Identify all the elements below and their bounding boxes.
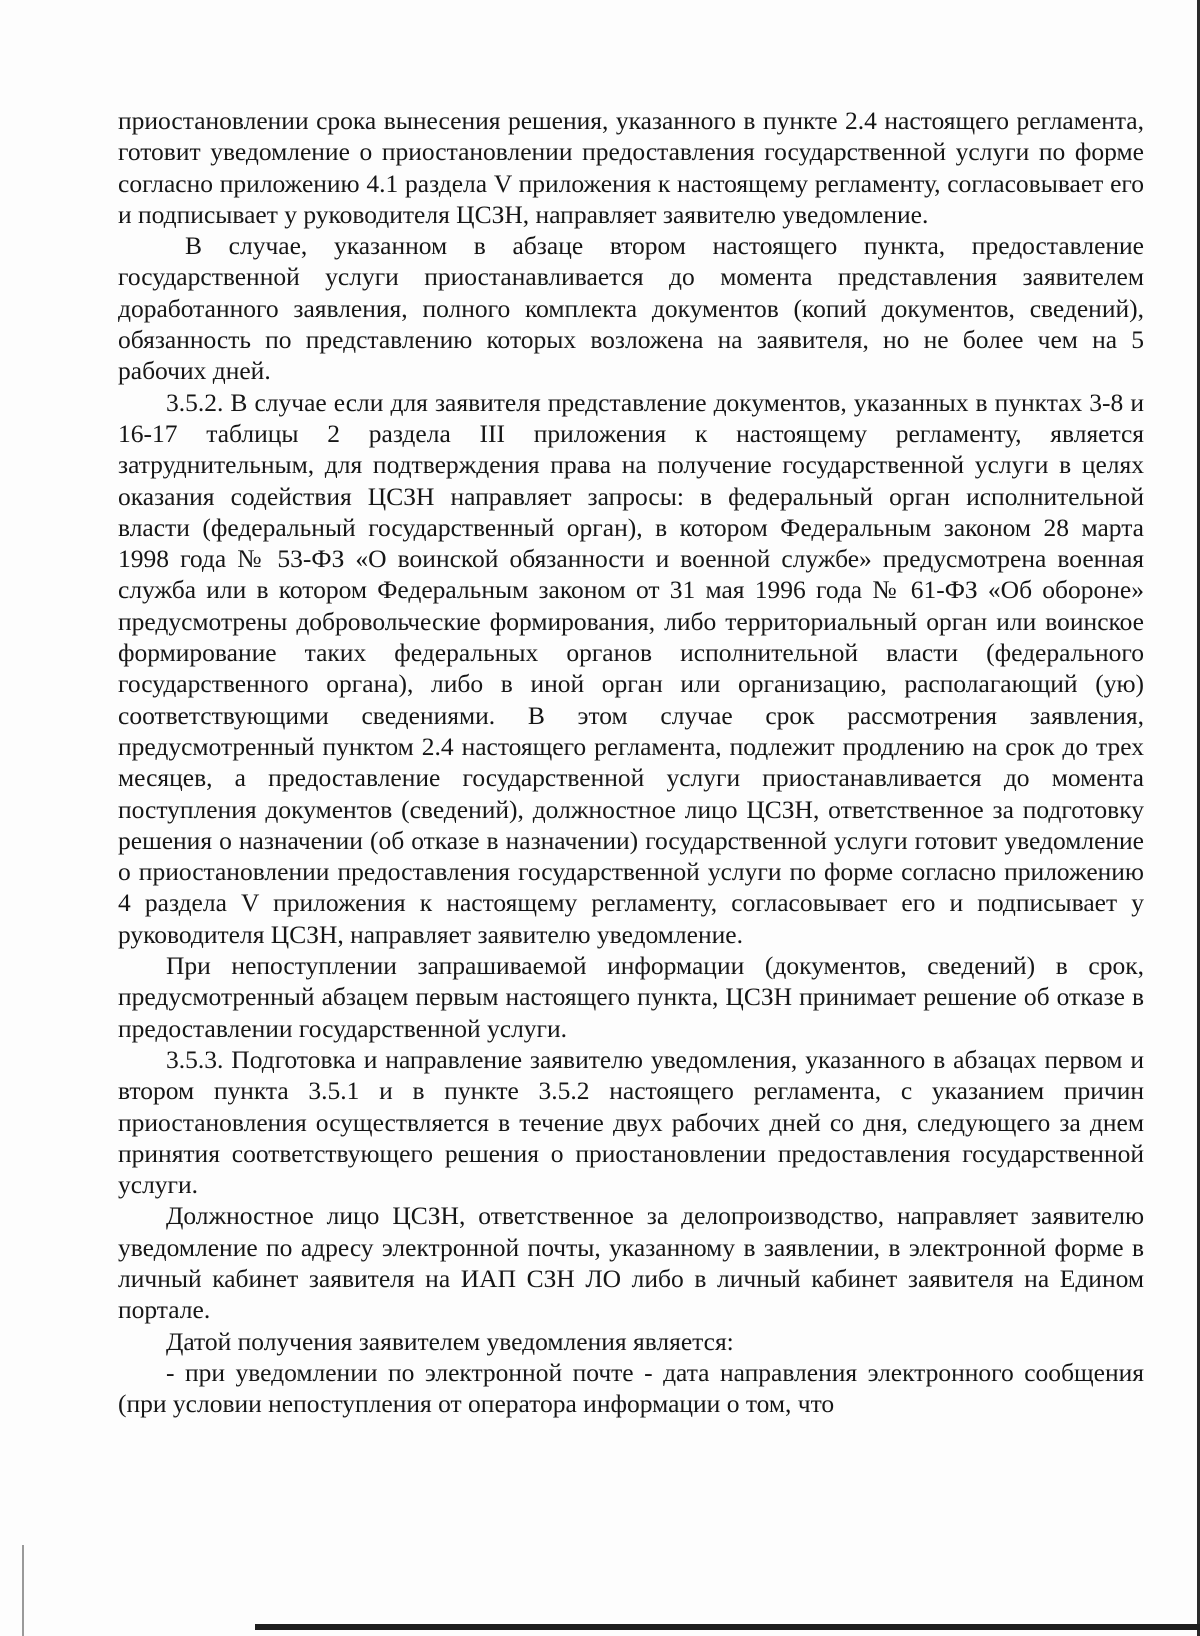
- scan-edge-left: [22, 1545, 24, 1636]
- paragraph-receipt-date: Датой получения заявителем уведомления является:: [166, 1326, 734, 1356]
- paragraph-continuation: приостановлении срока вынесения решения, указанного в пункте 2.4 настоящего регламента, готовит уведомление о приостановлении предоставления государственной услуги по форме согласно приложению 4.1 раздела V приложения к настоящему регламенту, согласовывает его и подписывает у руководителя ЦСЗН, направляет заявителю уведомление.: [118, 106, 1144, 229]
- paragraph-3-5-2: 3.5.2. В случае если для заявителя представление документов, указанных в пунктах 3-8 и 16-17 таблицы 2 раздела III приложения к настоящему регламенту, является затруднительным, для подтверждения права на получение государственной услуги в целях оказания содействия ЦСЗН направляет запросы: в федеральный орган исполнительной власти (федеральный государственный орган), в котором Федеральным законом 28 марта 1998 года № 53-ФЗ «О воинской обязанности и военной службе» предусмотрена военная служба или в котором Федеральным законом от 31 мая 1996 года № 61-ФЗ «Об обороне» предусмотрены добровольческие формирования, либо территориальный орган или воинское формирование таких федеральных органов исполнительной власти (федерального государственного органа), либо в иной орган или организацию, располагающий (ую) соответствующими сведениями. В этом случае срок рассмотрения заявления, предусмотренный пунктом 2.4 настоящего регламента, подлежит продлению на срок до трех месяцев, а предоставление государственной услуги приостанавливается до момента поступления документов (сведений), должностное лицо ЦСЗН, ответственное за подготовку решения о назначении (об отказе в назначении) государственной услуги готовит уведомление о приостановлении предоставления государственной услуги по форме согласно приложению 4 раздела V приложения к настоящему регламенту, согласовывает его и подписывает у руководителя ЦСЗН, направляет заявителю уведомление.: [118, 387, 1144, 949]
- scan-edge-bottom: [255, 1624, 1200, 1630]
- paragraph-official-sends: Должностное лицо ЦСЗН, ответственное за делопроизводство, направляет заявителю уведомление по адресу электронной почты, указанному в заявлении, в электронной форме в личный кабинет заявителя на ИАП СЗН ЛО либо в личный кабинет заявителя на Едином портале.: [118, 1201, 1144, 1325]
- document-body: [118, 105, 1144, 1419]
- paragraph-email-notification: - при уведомлении по электронной почте - дата направления электронного сообщения (при условии непоступления от оператора информации о том, что: [118, 1357, 1144, 1419]
- paragraph-3-5-3: 3.5.3. Подготовка и направление заявителю уведомления, указанного в абзацах первом и втором пункта 3.5.1 и в пункте 3.5.2 настоящего регламента, с указанием причин приостановления осуществляется в течение двух рабочих дней со дня, следующего за днем принятия соответствующего решения о приостановлении предоставления государственной услуги.: [118, 1044, 1144, 1200]
- paragraph-suspension-case: В случае, указанном в абзаце втором настоящего пункта, предоставление государственной услуги приостанавливается до момента представления заявителем доработанного заявления, полного комплекта документов (копий документов, сведений), обязанность по представлению которых возложена на заявителя, но не более чем на 5 рабочих дней.: [118, 231, 1144, 386]
- paragraph-non-receipt: При непоступлении запрашиваемой информации (документов, сведений) в срок, предусмотренный абзацем первым настоящего пункта, ЦСЗН принимает решение об отказе в предоставлении государственной услуги.: [118, 951, 1144, 1043]
